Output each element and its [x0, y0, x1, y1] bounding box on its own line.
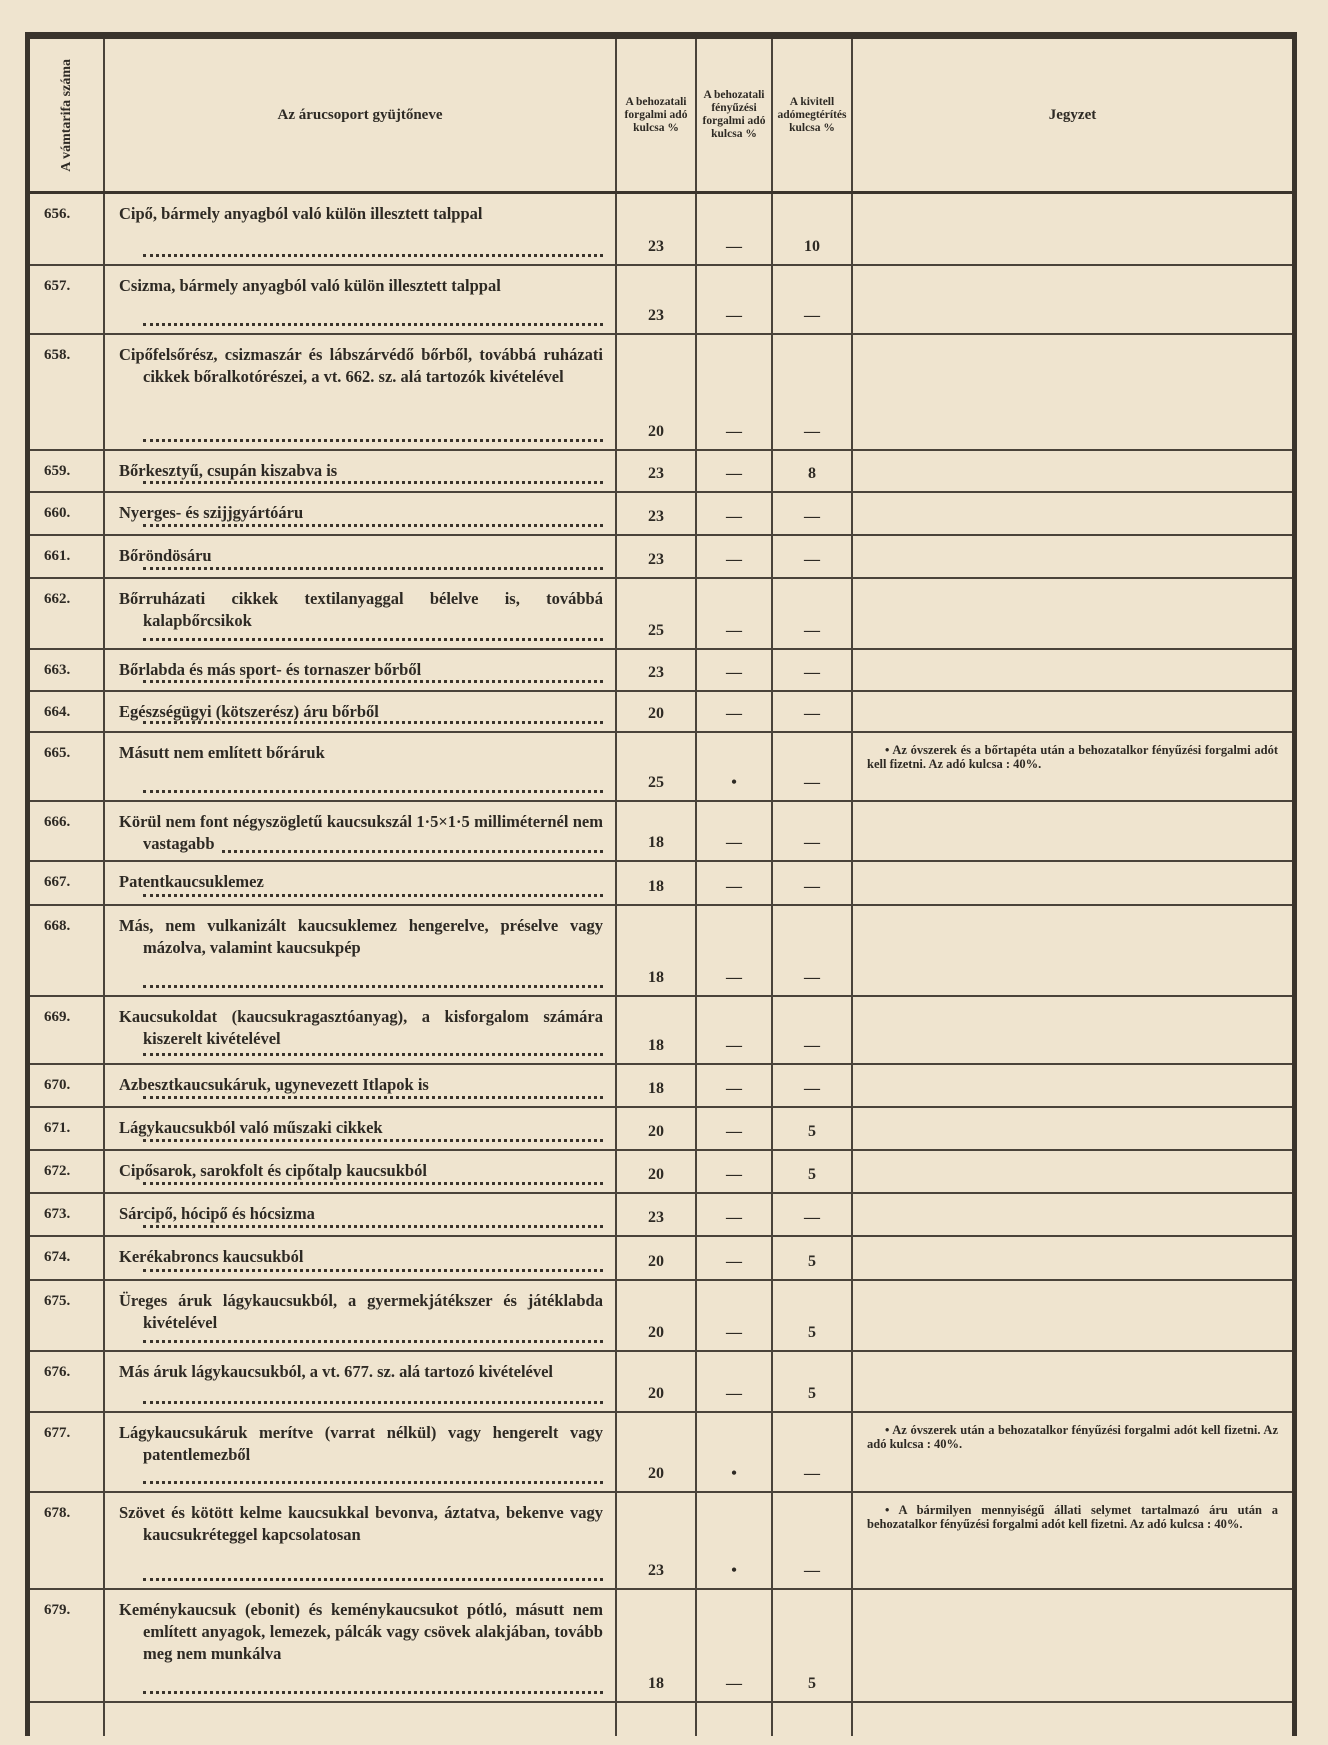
note — [853, 733, 1292, 800]
goods-group-name — [105, 692, 617, 731]
tariff-number: 656. — [30, 194, 105, 264]
tariff-number: 671. — [30, 1108, 105, 1149]
note — [853, 1237, 1292, 1279]
dot-leader — [143, 1053, 603, 1056]
cell — [30, 1703, 105, 1736]
import-tax-rate: 25 — [617, 733, 697, 800]
export-refund-rate: — — [773, 862, 853, 904]
cell — [853, 1703, 1292, 1736]
table-row — [30, 1493, 1292, 1590]
dot-leader — [143, 680, 603, 683]
tariff-number: 662. — [30, 579, 105, 648]
export-refund-rate: 5 — [773, 1151, 853, 1192]
note-text: • Az óvszerek és a bőrtapéta után a behozatalkor fényűzési forgalmi adót kell fizetni. Az adó kulcsa : 40%. — [867, 743, 1278, 771]
note — [853, 579, 1292, 648]
luxury-tax-rate: — — [697, 1281, 773, 1350]
goods-group-name — [105, 493, 617, 534]
note — [853, 451, 1292, 491]
tariff-number: 660. — [30, 493, 105, 534]
luxury-tax-rate: — — [697, 1065, 773, 1106]
import-tax-rate: 18 — [617, 1590, 697, 1701]
export-refund-rate: — — [773, 997, 853, 1063]
import-tax-rate: 23 — [617, 451, 697, 491]
import-tax-rate: 18 — [617, 862, 697, 904]
tariff-number: 664. — [30, 692, 105, 731]
export-refund-rate: — — [773, 692, 853, 731]
note — [853, 692, 1292, 731]
import-tax-rate: 20 — [617, 692, 697, 731]
dot-leader — [143, 638, 603, 641]
goods-group-text: Bőrkesztyű, csupán kiszabva is — [119, 461, 343, 480]
import-tax-rate: 23 — [617, 493, 697, 534]
goods-group-text: Szövet és kötött kelme kaucsukkal bevonva, áztatva, bekenve vagy kaucsukréteggel kapcsolatosan — [119, 1503, 603, 1544]
tariff-number: 677. — [30, 1413, 105, 1491]
table-row — [30, 802, 1292, 862]
tariff-number: 672. — [30, 1151, 105, 1192]
note — [853, 906, 1292, 995]
import-tax-rate: 20 — [617, 1108, 697, 1149]
export-refund-rate: 5 — [773, 1590, 853, 1701]
table-row — [30, 1151, 1292, 1194]
import-tax-rate: 18 — [617, 997, 697, 1063]
dot-leader — [143, 1578, 603, 1581]
import-tax-rate: 23 — [617, 536, 697, 577]
goods-group-text: Bőrruházati cikkek textilanyaggal bélelve is, továbbá kalapbőrcsikok — [119, 589, 603, 630]
luxury-tax-rate: — — [697, 650, 773, 690]
export-refund-rate: — — [773, 1413, 853, 1491]
dot-leader — [143, 1182, 603, 1185]
note — [853, 1281, 1292, 1350]
table-row-empty — [30, 1703, 1292, 1736]
luxury-tax-rate: — — [697, 536, 773, 577]
goods-group-name — [105, 1590, 617, 1701]
note — [853, 335, 1292, 449]
import-tax-rate: 18 — [617, 1065, 697, 1106]
dot-leader — [143, 1096, 603, 1099]
dot-leader — [143, 721, 603, 724]
luxury-tax-rate: — — [697, 451, 773, 491]
goods-group-text: Körül nem font négyszögletű kaucsukszál 1·5×1·5 milliméternél nem vastagabb — [119, 812, 603, 853]
table-row — [30, 1194, 1292, 1237]
luxury-tax-rate: — — [697, 692, 773, 731]
export-refund-rate: — — [773, 1194, 853, 1235]
table-row — [30, 266, 1292, 335]
note — [853, 862, 1292, 904]
export-refund-rate: — — [773, 266, 853, 333]
import-tax-rate: 23 — [617, 1493, 697, 1588]
tariff-number: 666. — [30, 802, 105, 860]
header-luxury-tax: A behozatali fényűzési forgalmi adó kulcsa % — [697, 39, 773, 191]
tariff-number: 659. — [30, 451, 105, 491]
export-refund-rate: — — [773, 335, 853, 449]
goods-group-name — [105, 1352, 617, 1411]
dot-leader — [143, 1139, 603, 1142]
luxury-tax-rate: — — [697, 1108, 773, 1149]
header-import-tax: A behozatali forgalmi adó kulcsa % — [617, 39, 697, 191]
tariff-number: 678. — [30, 1493, 105, 1588]
dot-leader — [143, 1481, 603, 1484]
goods-group-name — [105, 906, 617, 995]
dot-leader — [143, 567, 603, 570]
dot-leader — [143, 439, 603, 442]
tariff-number: 665. — [30, 733, 105, 800]
table-row — [30, 1108, 1292, 1151]
header-number — [30, 39, 105, 191]
note — [853, 1352, 1292, 1411]
goods-group-text: Keménykaucsuk (ebonit) és keménykaucsukot pótló, másutt nem említett anyagok, lemezek, pálcák vagy csövek alakjában, tovább meg nem munkálva — [119, 1600, 603, 1663]
note — [853, 1590, 1292, 1701]
tariff-number: 668. — [30, 906, 105, 995]
export-refund-rate: — — [773, 1065, 853, 1106]
luxury-tax-rate: — — [697, 906, 773, 995]
note — [853, 266, 1292, 333]
export-refund-rate: 10 — [773, 194, 853, 264]
luxury-tax-rate: — — [697, 194, 773, 264]
import-tax-rate: 23 — [617, 266, 697, 333]
import-tax-rate: 23 — [617, 194, 697, 264]
luxury-tax-rate: — — [697, 1237, 773, 1279]
luxury-tax-rate: • — [697, 1493, 773, 1588]
goods-group-text: Másutt nem említett bőráruk — [119, 743, 331, 762]
table-header — [30, 39, 1292, 194]
goods-group-name — [105, 1151, 617, 1192]
dot-leader — [143, 1401, 603, 1404]
table-row — [30, 862, 1292, 906]
goods-group-text: Bőrlabda és más sport- és tornaszer bőrből — [119, 660, 427, 679]
goods-group-name — [105, 1493, 617, 1588]
tariff-number: 676. — [30, 1352, 105, 1411]
table-row — [30, 906, 1292, 997]
luxury-tax-rate: • — [697, 733, 773, 800]
header-export-refund: A kivitell adómegtérítés kulcsa % — [773, 39, 853, 191]
luxury-tax-rate: — — [697, 1151, 773, 1192]
dot-leader — [143, 1269, 603, 1272]
export-refund-rate: 5 — [773, 1108, 853, 1149]
note — [853, 1413, 1292, 1491]
note — [853, 997, 1292, 1063]
goods-group-text: Cipőfelsőrész, csizmaszár és lábszárvédő bőrből, továbbá ruházati cikkek bőralkotórészei, a vt. 662. sz. alá tartozók kivételével — [119, 345, 603, 386]
goods-group-name — [105, 194, 617, 264]
note — [853, 1065, 1292, 1106]
goods-group-name — [105, 1108, 617, 1149]
import-tax-rate: 20 — [617, 1413, 697, 1491]
table-row — [30, 1352, 1292, 1413]
goods-group-text: Kerékabroncs kaucsukból — [119, 1247, 309, 1266]
export-refund-rate: 5 — [773, 1281, 853, 1350]
import-tax-rate: 23 — [617, 1194, 697, 1235]
goods-group-name — [105, 335, 617, 449]
import-tax-rate: 20 — [617, 335, 697, 449]
import-tax-rate: 20 — [617, 1151, 697, 1192]
luxury-tax-rate: — — [697, 1194, 773, 1235]
luxury-tax-rate: — — [697, 997, 773, 1063]
table-row — [30, 692, 1292, 733]
import-tax-rate: 20 — [617, 1237, 697, 1279]
export-refund-rate: 5 — [773, 1352, 853, 1411]
tariff-number: 667. — [30, 862, 105, 904]
goods-group-text: Más áruk lágykaucsukból, a vt. 677. sz. alá tartozó kivételével — [119, 1362, 559, 1381]
dot-leader — [143, 790, 603, 793]
goods-group-text: Sárcipő, hócipő és hócsizma — [119, 1204, 321, 1223]
luxury-tax-rate: — — [697, 1352, 773, 1411]
cell — [773, 1703, 853, 1736]
luxury-tax-rate: — — [697, 335, 773, 449]
table-row — [30, 579, 1292, 650]
goods-group-text: Csizma, bármely anyagból való külön illesztett talppal — [119, 276, 507, 295]
luxury-tax-rate: — — [697, 1590, 773, 1701]
header-note: Jegyzet — [1048, 106, 1097, 123]
dot-leader — [143, 524, 603, 527]
table-row — [30, 194, 1292, 266]
export-refund-rate: — — [773, 650, 853, 690]
note-text: • Az óvszerek után a behozatalkor fényűzési forgalmi adót kell fizetni. Az adó kulcsa : 40%. — [867, 1423, 1278, 1451]
import-tax-rate: 23 — [617, 650, 697, 690]
goods-group-text: Bőröndösáru — [119, 546, 218, 565]
dot-leader — [143, 1225, 603, 1228]
goods-group-text: Azbesztkaucsukáruk, ugynevezett Itlapok is — [119, 1075, 435, 1094]
tariff-table — [25, 32, 1297, 1736]
dot-leader — [143, 894, 603, 897]
table-row — [30, 335, 1292, 451]
luxury-tax-rate: — — [697, 802, 773, 860]
goods-group-name — [105, 451, 617, 491]
goods-group-name — [105, 733, 617, 800]
goods-group-text: Cipősarok, sarokfolt és cipőtalp kaucsukból — [119, 1161, 433, 1180]
dot-leader — [143, 1340, 603, 1343]
table-row — [30, 451, 1292, 493]
import-tax-rate: 18 — [617, 906, 697, 995]
goods-group-text: Üreges áruk lágykaucsukból, a gyermekjátékszer és játéklabda kivételével — [119, 1291, 603, 1332]
import-tax-rate: 18 — [617, 802, 697, 860]
note — [853, 1493, 1292, 1588]
dot-leader — [143, 254, 603, 257]
tariff-number: 675. — [30, 1281, 105, 1350]
import-tax-rate: 20 — [617, 1281, 697, 1350]
dot-leader — [143, 1691, 603, 1694]
goods-group-name — [105, 1281, 617, 1350]
table-row — [30, 733, 1292, 802]
note — [853, 802, 1292, 860]
dot-leader — [143, 323, 603, 326]
goods-group-text: Egészségügyi (kötszerész) áru bőrből — [119, 702, 385, 721]
goods-group-name — [105, 579, 617, 648]
table-row — [30, 650, 1292, 692]
note — [853, 1194, 1292, 1235]
cell — [697, 1703, 773, 1736]
note — [853, 493, 1292, 534]
export-refund-rate: — — [773, 536, 853, 577]
goods-group-text: Patentkaucsuklemez — [119, 872, 270, 891]
tariff-number: 674. — [30, 1237, 105, 1279]
dot-leader — [143, 985, 603, 988]
luxury-tax-rate: • — [697, 1413, 773, 1491]
table-row — [30, 1590, 1292, 1703]
tariff-number: 670. — [30, 1065, 105, 1106]
export-refund-rate: 5 — [773, 1237, 853, 1279]
table-row — [30, 1281, 1292, 1352]
goods-group-name — [105, 802, 617, 860]
export-refund-rate: — — [773, 906, 853, 995]
note — [853, 536, 1292, 577]
goods-group-text: Lágykaucsukáruk merítve (varrat nélkül) vagy hengerelt vagy patentlemezből — [119, 1423, 603, 1464]
tariff-number: 658. — [30, 335, 105, 449]
table-row — [30, 536, 1292, 579]
note — [853, 1108, 1292, 1149]
goods-group-name — [105, 1065, 617, 1106]
note — [853, 194, 1292, 264]
tariff-number: 663. — [30, 650, 105, 690]
table-body — [30, 194, 1292, 1703]
goods-group-name — [105, 997, 617, 1063]
luxury-tax-rate: — — [697, 493, 773, 534]
goods-group-name — [105, 862, 617, 904]
tariff-number: 673. — [30, 1194, 105, 1235]
goods-group-text: Más, nem vulkanizált kaucsuklemez hengerelve, préselve vagy mázolva, valamint kaucsukpép — [119, 916, 603, 957]
tariff-number: 669. — [30, 997, 105, 1063]
import-tax-rate: 25 — [617, 579, 697, 648]
cell — [105, 1703, 617, 1736]
goods-group-name — [105, 650, 617, 690]
header-number-label: A vámtarifa száma — [58, 58, 74, 172]
note — [853, 650, 1292, 690]
luxury-tax-rate: — — [697, 862, 773, 904]
note — [853, 1151, 1292, 1192]
goods-group-name — [105, 266, 617, 333]
tariff-number: 657. — [30, 266, 105, 333]
table-row — [30, 1413, 1292, 1493]
tariff-number: 679. — [30, 1590, 105, 1701]
table-row — [30, 1237, 1292, 1281]
goods-group-name — [105, 1194, 617, 1235]
tariff-number: 661. — [30, 536, 105, 577]
table-row — [30, 1065, 1292, 1108]
export-refund-rate: — — [773, 1493, 853, 1588]
export-refund-rate: — — [773, 579, 853, 648]
goods-group-text: Kaucsukoldat (kaucsukragasztóanyag), a kisforgalom számára kiszerelt kivételével — [119, 1007, 603, 1048]
goods-group-text: Lágykaucsukból való műszaki cikkek — [119, 1118, 389, 1137]
luxury-tax-rate: — — [697, 266, 773, 333]
goods-group-name — [105, 1413, 617, 1491]
table-row — [30, 493, 1292, 536]
header-name: Az árucsoport gyüjtőneve — [105, 39, 617, 191]
note-text: • A bármilyen mennyiségű állati selymet tartalmazó áru után a behozatalkor fényűzési forgalmi adót kell fizetni. Az adó kulcsa : 40%. — [867, 1503, 1278, 1531]
export-refund-rate: — — [773, 493, 853, 534]
goods-group-name — [105, 536, 617, 577]
export-refund-rate: 8 — [773, 451, 853, 491]
cell — [617, 1703, 697, 1736]
dot-leader — [143, 481, 603, 484]
luxury-tax-rate: — — [697, 579, 773, 648]
goods-group-name — [105, 1237, 617, 1279]
goods-group-text: Nyerges- és szijjgyártóáru — [119, 503, 309, 522]
import-tax-rate: 20 — [617, 1352, 697, 1411]
table-row — [30, 997, 1292, 1065]
export-refund-rate: — — [773, 802, 853, 860]
goods-group-text: Cipő, bármely anyagból való külön illesztett talppal — [119, 204, 488, 223]
export-refund-rate: — — [773, 733, 853, 800]
